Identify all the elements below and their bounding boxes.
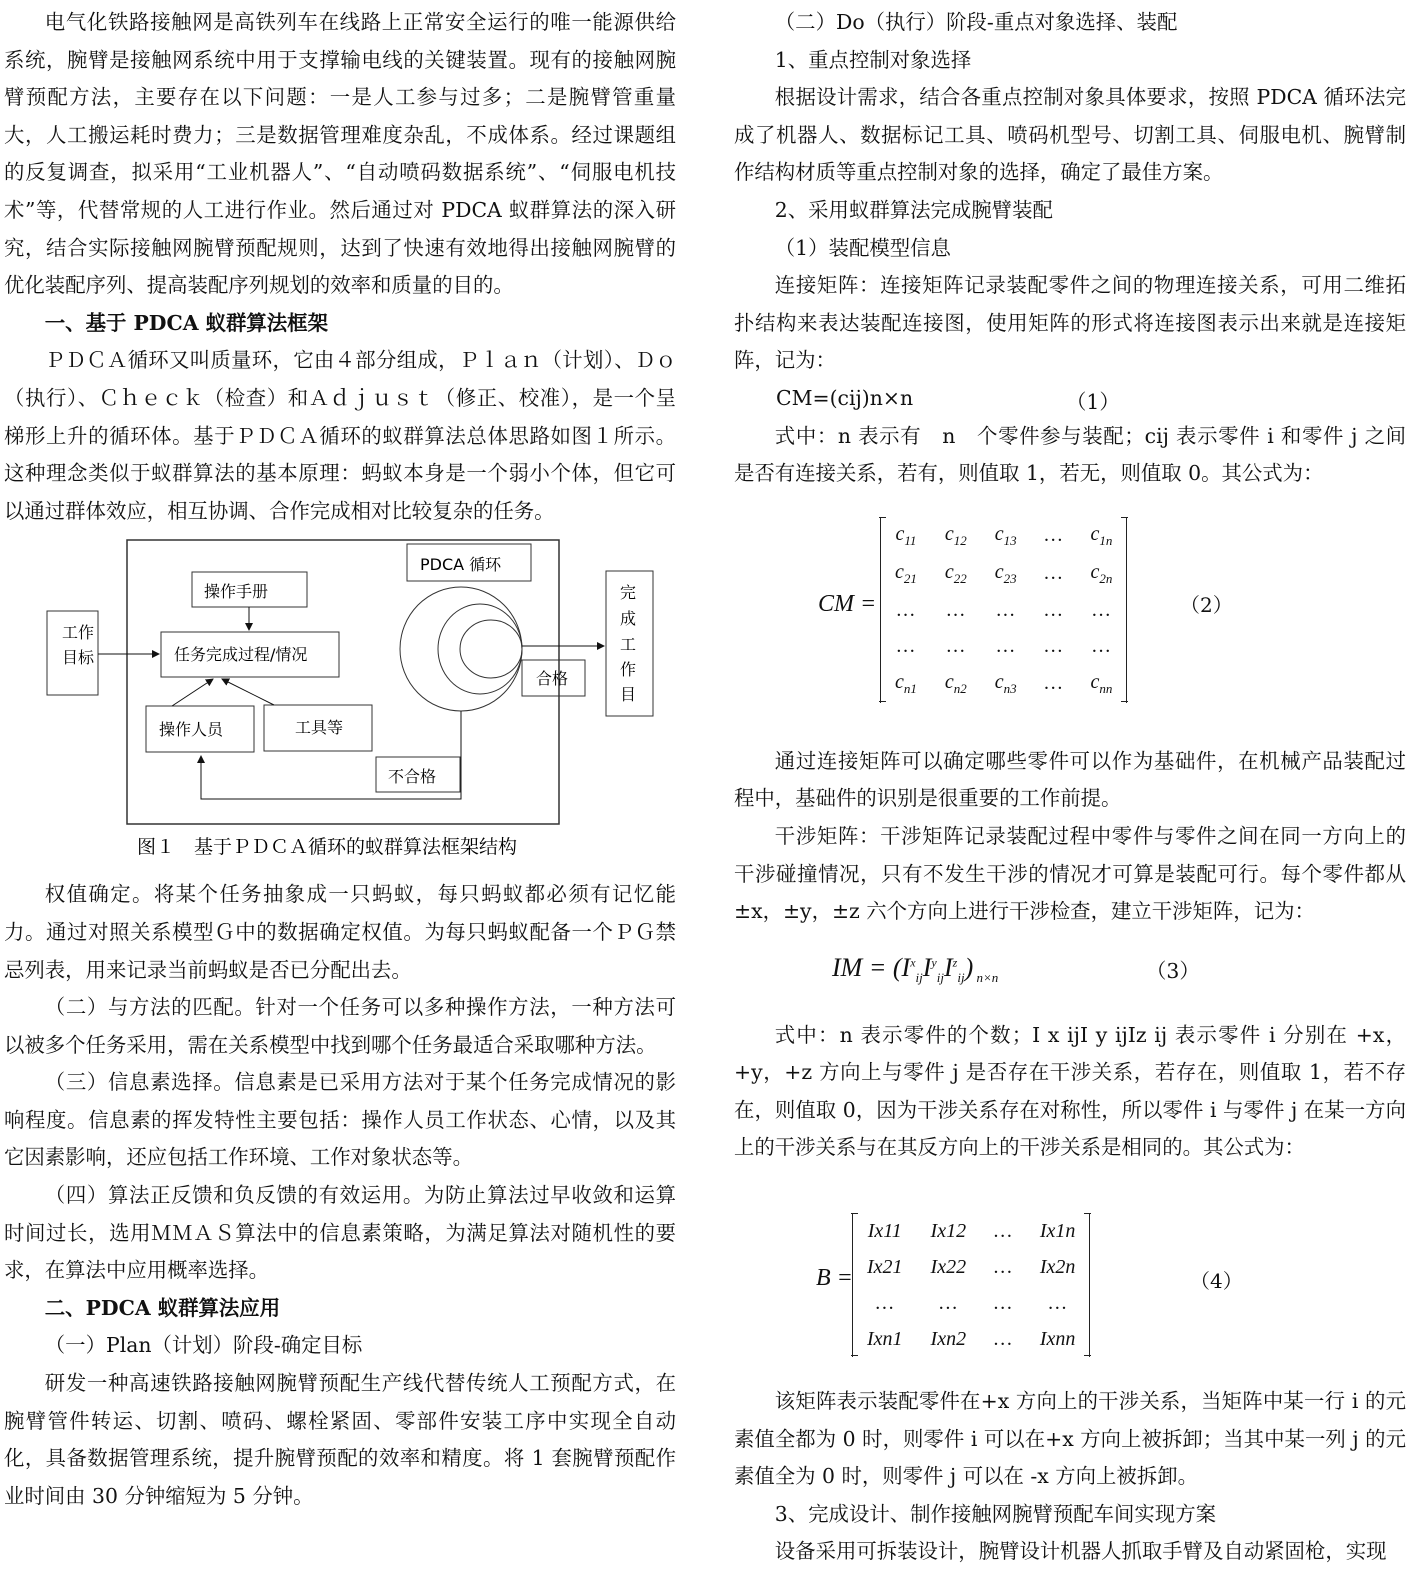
- equation-2-lhs: CM =: [818, 590, 877, 617]
- matrix-cell: …: [1044, 635, 1063, 658]
- paragraph: 权值确定。将某个任务抽象成一只蚂蚁，每只蚂蚁都必须有记忆能力。通过对照关系模型Ｇ中的数据确定权值。为每只蚂蚁配备一个ＰＧ禁忌列表，用来记录当前蚂蚁是否已分配出去。: [4, 882, 676, 982]
- equation-4: [734, 1167, 1406, 1383]
- paragraph: 连接矩阵：连接矩阵记录装配零件之间的物理连接关系，可用二维拓扑结构来表达装配连接图，使用矩阵的形式将连接图表示出来就是连接矩阵，记为：: [734, 273, 1406, 373]
- manual-label: 操作手册: [204, 582, 269, 602]
- tools-label: 工具等: [295, 718, 344, 738]
- equation-3-formula: IM = $(I^x_{ij}I^y_{ij}I^z_{ij})$ $_{n\times n}$: [832, 952, 999, 985]
- matrix-cell: …: [994, 1291, 1012, 1314]
- matrix-cell: Ix21: [867, 1255, 903, 1278]
- operator-label: 操作人员: [159, 720, 224, 740]
- paragraph: 电气化铁路接触网是高铁列车在线路上正常安全运行的唯一能源供给系统，腕臂是接触网系统中用于支撑输电线的关键装置。现有的接触网腕臂预配方法，主要存在以下问题：一是人工参与过多；二是腕臂管重量大，人工搬运耗时费力；三是数据管理难度杂乱，不成体系。经过课题组的反复调查，拟采用“工业机器人”、“自动喷码数据系统”、“伺服电机技术”等，代替常规的人工进行作业。然后通过对 PDCA 蚁群算法的深入研究，结合实际接触网腕臂预配规则，达到了快速有效地得出接触网腕臂的优化装配序列、提高装配序列规划的效率和质量的目的。: [4, 10, 676, 298]
- matrix-cell: $c_{n3}$: [994, 670, 1017, 696]
- matrix-row: [881, 555, 1127, 593]
- subsection-heading: 1、重点控制对象选择: [774, 47, 972, 72]
- matrix-cell: …: [946, 635, 965, 658]
- subsection-heading: 2、采用蚁群算法完成腕臂装配: [774, 197, 1053, 222]
- matrix-bracket-right: [1084, 1213, 1091, 1356]
- matrix: [852, 1213, 1090, 1357]
- matrix-cell: …: [994, 1327, 1012, 1350]
- section-heading: 二、PDCA 蚁群算法应用: [44, 1295, 281, 1320]
- matrix-cell: $c_{12}$: [944, 522, 967, 548]
- matrix-cell: $c_{13}$: [994, 522, 1017, 548]
- matrix-cell: Ix2n: [1039, 1255, 1076, 1278]
- matrix-cell: …: [994, 1219, 1012, 1242]
- matrix-row: [853, 1321, 1090, 1357]
- matrix-cell: $c_{22}$: [944, 560, 967, 586]
- matrix-cell: …: [897, 599, 915, 622]
- matrix-cell: $c_{n2}$: [944, 670, 967, 696]
- matrix-row: [853, 1213, 1090, 1249]
- matrix-cell: $c_{2n}$: [1090, 560, 1113, 586]
- pdca-cycle-outer: [400, 587, 522, 711]
- matrix-cell: Ix11: [867, 1219, 902, 1242]
- matrix-row: [881, 629, 1127, 665]
- matrix-bracket-left: [879, 517, 886, 702]
- goal-label: 目标: [62, 648, 95, 668]
- done-label: 工: [620, 635, 637, 655]
- matrix-cell: $c_{21}$: [895, 560, 917, 586]
- paragraph: （二）与方法的匹配。针对一个任务可以多种操作方法，一种方法可以被多个任务采用，需在关系模型中找到哪个任务最适合采取哪种方法。: [4, 995, 676, 1057]
- equation-4-lhs: B =: [816, 1265, 853, 1292]
- equation-1-number: （1）: [1066, 389, 1120, 414]
- left-column: [4, 4, 676, 1515]
- matrix-cell: $c_{1n}$: [1090, 522, 1113, 548]
- matrix-cell: …: [996, 599, 1015, 622]
- equation-2: [734, 493, 1406, 743]
- paragraph: 设备采用可拆装设计，腕臂设计机器人抓取手臂及自动紧固枪，实现: [774, 1539, 1387, 1564]
- process-label: 任务完成过程/情况: [174, 645, 308, 665]
- matrix-row: [881, 593, 1127, 629]
- matrix-cell: Ix22: [930, 1255, 967, 1278]
- paragraph: （三）信息素选择。信息素是已采用方法对于某个任务完成情况的影响程度。信息素的挥发特性主要包括：操作人员工作状态、心情，以及其它因素影响，还应包括工作环境、工作对象状态等。: [4, 1070, 676, 1170]
- matrix-cell: …: [1044, 672, 1063, 695]
- equation-1-formula: CM=(cij)n×n: [776, 385, 914, 410]
- matrix-row: [853, 1249, 1090, 1285]
- arrow: [222, 679, 274, 705]
- matrix-cell: Ix12: [930, 1219, 967, 1242]
- paragraph: （四）算法正反馈和负反馈的有效运用。为防止算法过早收敛和运算时间过长，选用ＭＭＡＳ算法中的信息素策略，为满足算法对随机性的要求，在算法中应用概率选择。: [4, 1183, 676, 1283]
- matrix-cell: …: [1044, 524, 1063, 547]
- matrix-cell: …: [1044, 562, 1063, 585]
- matrix-cell: …: [1092, 635, 1111, 658]
- matrix-cell: …: [994, 1255, 1012, 1278]
- matrix-cell: $c_{n1}$: [895, 670, 917, 696]
- done-label: 成: [620, 609, 637, 629]
- pdca-cycle-inner: [460, 620, 522, 678]
- subsection-heading: （一）Plan（计划）阶段-确定目标: [44, 1333, 363, 1358]
- matrix-row: [881, 665, 1127, 703]
- paragraph: 该矩阵表示装配零件在+x 方向上的干涉关系，当矩阵中某一行 i 的元素值全都为 0 时，则零件 i 可以在+x 方向上被拆卸；当其中某一列 j 的元素值全为 0 时，则零件 j 可以在 -x 方向上被拆卸。: [734, 1389, 1406, 1489]
- matrix-row: [853, 1285, 1090, 1321]
- subsection-heading: （1）装配模型信息: [774, 235, 951, 260]
- paragraph: 研发一种高速铁路接触网腕臂预配生产线代替传统人工预配方式，在腕臂管件转运、切割、喷码、螺栓紧固、零部件安装工序中实现全自动化，具备数据管理系统，提升腕臂预配的效率和精度。将 1 套腕臂预配作业时间由 30 分钟缩短为 5 分钟。: [4, 1371, 676, 1508]
- paragraph: 式中：n 表示零件的个数；I x ijI y ijIz ij 表示零件 i 分别在 +x，+y，+z 方向上与零件 j 是否存在干涉关系，若存在，则值取 1，若不存在，则值取 0，因为干涉关系存在对称性，所以零件 i 与零件 j 在某一方向上的干涉关系与在其反方向上的干涉关系是相同的。其公式为：: [734, 1022, 1406, 1160]
- paragraph: 式中：n 表示有 n 个零件参与装配；cij 表示零件 i 和零件 j 之间是否有连接关系，若有，则值取 1，若无，则值取 0。其公式为：: [734, 423, 1406, 486]
- equation-3-number: （3）: [1146, 958, 1200, 983]
- equation-2-number: （2）: [1180, 592, 1233, 617]
- matrix-cell: Ix1n: [1039, 1219, 1076, 1242]
- matrix-cell: …: [939, 1291, 958, 1314]
- matrix-cell: …: [1092, 599, 1111, 622]
- matrix-bracket-right: [1121, 517, 1128, 702]
- goal-label: 工作: [62, 623, 95, 643]
- pdca-label: PDCA 循环: [420, 555, 502, 575]
- matrix-cell: Ixn1: [867, 1327, 903, 1350]
- equation-3: [734, 931, 1406, 1017]
- right-column: [734, 4, 1406, 1571]
- paragraph: 根据设计需求，结合各重点控制对象具体要求，按照 PDCA 循环法完成了机器人、数据标记工具、喷码机型号、切割工具、伺服电机、腕臂制作结构材质等重点控制对象的选择，确定了最佳方案。: [734, 85, 1406, 185]
- section-heading: 一、基于 PDCA 蚁群算法框架: [44, 310, 328, 335]
- pdca-cycle-middle: [438, 604, 522, 694]
- arrow: [172, 679, 213, 706]
- matrix-cell: $c_{nn}$: [1090, 670, 1113, 696]
- fail-label: 不合格: [388, 767, 437, 787]
- matrix-cell: Ixn2: [930, 1327, 967, 1350]
- matrix-cell: …: [1044, 599, 1063, 622]
- subsection-heading: （二）Do（执行）阶段-重点对象选择、装配: [774, 10, 1178, 34]
- done-label: 目: [620, 685, 637, 705]
- matrix-cell: Ixnn: [1039, 1327, 1076, 1350]
- matrix-cell: …: [897, 635, 915, 658]
- pass-label: 合格: [536, 669, 569, 689]
- matrix-cell: …: [875, 1291, 894, 1314]
- subsection-heading: 3、完成设计、制作接触网腕臂预配车间实现方案: [774, 1501, 1216, 1526]
- matrix-cell: …: [996, 635, 1015, 658]
- done-label: 作: [620, 660, 637, 680]
- matrix-cell: $c_{23}$: [994, 560, 1017, 586]
- matrix-cell: …: [1048, 1291, 1067, 1314]
- matrix-row: [881, 517, 1127, 555]
- matrix-cell: $c_{11}$: [895, 522, 917, 548]
- equation-1: [734, 380, 1406, 418]
- figure-1: [4, 538, 676, 876]
- paragraph: 干涉矩阵：干涉矩阵记录装配过程中零件与零件之间在同一方向上的干涉碰撞情况，只有不发生干涉的情况才可算是装配可行。每个零件都从 ±x，±y，±z 六个方向上进行干涉检查，建立干涉矩阵，记为：: [734, 823, 1406, 924]
- equation-4-number: （4）: [1190, 1269, 1243, 1294]
- paragraph: 通过连接矩阵可以确定哪些零件可以作为基础件，在机械产品装配过程中，基础件的识别是很重要的工作前提。: [734, 748, 1406, 811]
- matrix: [880, 517, 1127, 703]
- figure-caption: 图１ 基于ＰＤＣＡ循环的蚁群算法框架结构: [137, 836, 518, 859]
- done-label: 完: [620, 583, 637, 603]
- matrix-cell: …: [946, 599, 965, 622]
- matrix-bracket-left: [851, 1213, 858, 1356]
- paragraph: ＰＤＣＡ循环又叫质量环，它由４部分组成，Ｐｌａｎ（计划）、Ｄｏ（执行）、Ｃｈｅｃｋ（检查）和Ａｄｊｕｓｔ（修正、校准），是一个呈梯形上升的循环体。基于ＰＤＣＡ循环的蚁群算法总体思路如图１所示。这种理念类似于蚁群算法的基本原理：蚂蚁本身是一个弱小个体，但它可以通过群体效应，相互协调、合作完成相对比较复杂的任务。: [4, 348, 676, 523]
